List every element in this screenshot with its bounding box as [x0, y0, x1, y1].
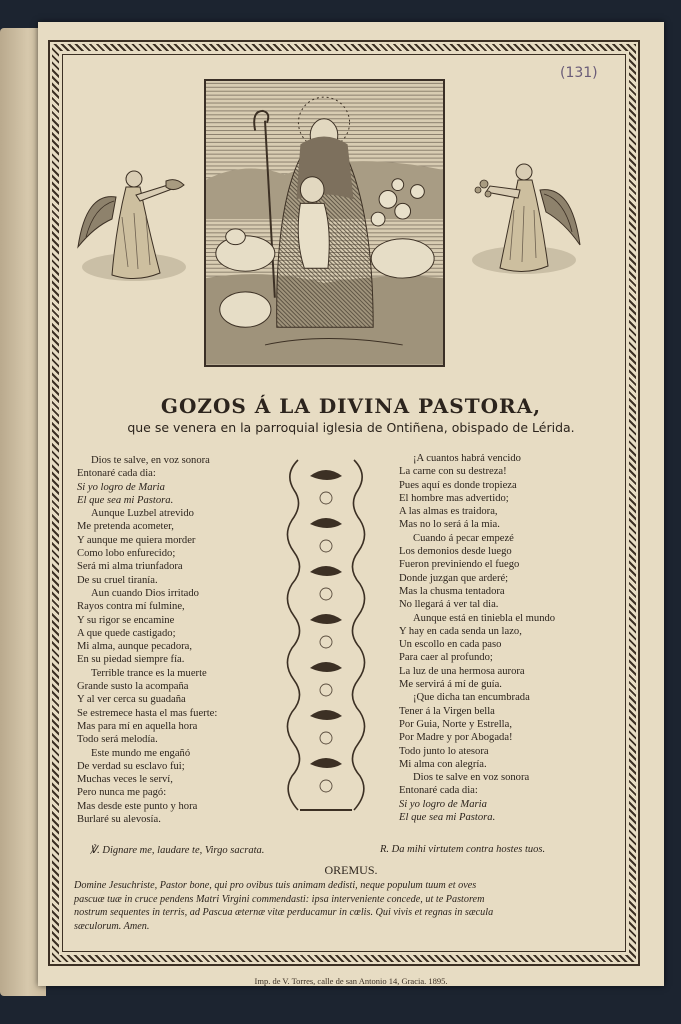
verse-line: Y aunque me quiera morder: [77, 534, 196, 546]
verse-line: Si yo logro de Maria: [399, 798, 487, 810]
verse-line: Los demonios desde luego: [399, 546, 512, 558]
verse-line: Este mundo me engañó: [91, 747, 191, 759]
verse-line: Se estremece hasta el mas fuerte:: [77, 707, 218, 719]
verse-line: A las almas es traidora,: [399, 506, 498, 518]
verse-line: Aunque está en tiniebla el mundo: [413, 612, 556, 624]
prayer-text: [74, 879, 630, 933]
verse-line: Por Madre y por Abogada!: [399, 732, 513, 744]
verse-line: De verdad su esclavo fui;: [77, 760, 185, 772]
prayer-line: nostrum sequentes in terris, ad Pascua æternæ vitæ perducamur in cœlis. Qui vivis et regnas in sæcula: [74, 907, 494, 918]
verse-line: Muchas veces le serví,: [77, 774, 173, 786]
versicle: ℣. Dignare me, laudare te, Virgo sacrata.: [90, 845, 265, 856]
verse-line: En su piedad siempre fía.: [77, 654, 185, 666]
verse-line: El que sea mi Pastora.: [399, 812, 496, 824]
verse-line: ¡Que dicha tan encumbrada: [413, 692, 530, 704]
verse-line: Pero nunca me pagó:: [77, 787, 167, 799]
verse-line: Aunque Luzbel atrevido: [91, 508, 194, 520]
response: R. Da mihi virtutem contra hostes tuos.: [380, 844, 546, 855]
verse-line: Me pretenda acometer,: [77, 521, 174, 533]
verse-line: Rayos contra mí fulmine,: [77, 601, 185, 613]
verse-line: Mas la chusma tentadora: [399, 585, 505, 597]
verse-line: La luz de una hermosa aurora: [399, 665, 525, 677]
verse-line: Tener á la Virgen bella: [399, 705, 495, 717]
verse-line: A que quede castigado;: [77, 627, 176, 639]
verse-line: Todo junto lo atesora: [399, 745, 489, 757]
verse-line: Un escollo en cada paso: [399, 639, 502, 651]
verse-line: Para caer al profundo;: [399, 652, 493, 664]
verse-line: De su cruel tiranía.: [77, 574, 158, 586]
printer-imprint: Imp. de V. Torres, calle de san Antonio 14, Gracia. 1895.: [254, 976, 448, 986]
page-title: GOZOS Á LA DIVINA PASTORA,: [160, 394, 542, 418]
verse-line: Mas no lo será á la mia.: [399, 519, 500, 531]
printed-page: [38, 22, 664, 986]
verse-line: Entonaré cada dia:: [399, 785, 478, 797]
verse-line: Y hay en cada senda un lazo,: [399, 625, 522, 637]
verse-line: Será mi alma triunfadora: [77, 561, 183, 573]
verse-line: No llegará á ver tal dia.: [399, 599, 499, 611]
central-ornament: [280, 454, 372, 816]
verse-line: Burlaré su alevosía.: [77, 814, 161, 826]
verses-left-column: [77, 454, 267, 826]
prayer-line: sæculorum. Amen.: [74, 920, 150, 932]
verse-line: Como lobo enfurecido;: [77, 548, 176, 560]
angel-right-illustration: [470, 150, 582, 285]
verse-line: Todo será melodía.: [77, 734, 158, 746]
manuscript-number: (131): [560, 65, 598, 81]
verse-line: Mi alma con alegría.: [399, 758, 487, 770]
verse-line: Cuando á pecar empezé: [413, 532, 514, 544]
verse-line: Me servirá á mí de guía.: [399, 679, 502, 691]
verse-line: Y al ver cerca su guadaña: [77, 694, 186, 706]
verse-line: Y su rigor se encamine: [77, 614, 175, 626]
verse-line: Dios te salve, en voz sonora: [91, 455, 210, 466]
verse-line: El hombre mas advertido;: [399, 492, 509, 504]
verse-line: Mas para mí en aquella hora: [77, 720, 198, 732]
verse-line: Terrible trance es la muerte: [91, 667, 207, 679]
oremus-heading: OREMUS.: [324, 863, 378, 877]
prayer-line: pascuæ tuæ in cruce pendens Matri Virgini commendasti: ipsa interveniente concede, ut te Pastorem: [74, 893, 485, 905]
verse-line: Si yo logro de Maria: [77, 481, 165, 493]
angel-left-illustration: [76, 157, 188, 292]
verse-line: Por Guia, Norte y Estrella,: [399, 718, 512, 730]
verse-line: ¡A cuantos habrá vencido: [413, 453, 521, 464]
verse-line: La carne con su destreza!: [399, 466, 507, 478]
verse-line: Grande susto la acompaña: [77, 681, 189, 693]
verse-line: Mas desde este punto y hora: [77, 800, 198, 812]
verse-line: Fueron previniendo el fuego: [399, 559, 520, 571]
verses-right-column: [399, 452, 589, 824]
verse-line: Mi alma, aunque pecadora,: [77, 641, 193, 653]
divine-shepherdess-engraving: [204, 79, 445, 367]
verse-line: Aun cuando Dios irritado: [91, 587, 199, 599]
verse-line: Pues aquí es donde tropieza: [399, 479, 517, 491]
prayer-line: Domine Jesuchriste, Pastor bone, qui pro ovibus tuis animam dedisti, neque populum tuum et oves: [74, 880, 477, 891]
verse-line: El que sea mi Pastora.: [77, 494, 174, 506]
verse-line: Entonaré cada dia:: [77, 468, 156, 480]
verse-line: Donde juzgan que arderé;: [399, 572, 509, 584]
verse-line: Dios te salve en voz sonora: [413, 772, 530, 784]
page-subtitle: que se venera en la parroquial iglesia de Ontiñena, obispado de Lérida.: [127, 420, 575, 435]
